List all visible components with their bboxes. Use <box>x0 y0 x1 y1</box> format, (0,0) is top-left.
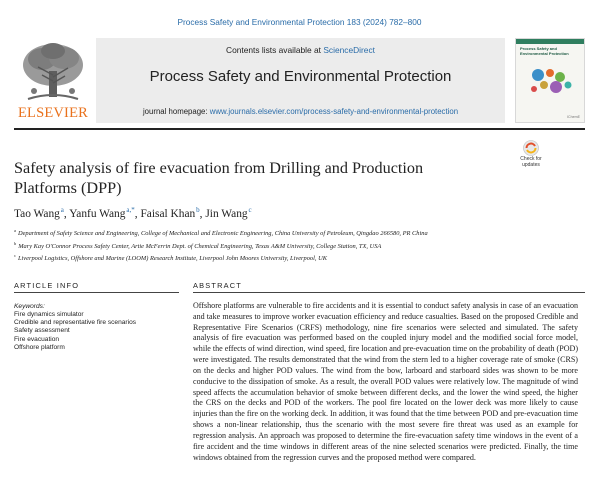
keyword-item: Fire dynamics simulator <box>14 311 84 318</box>
keyword-item: Safety assessment <box>14 327 70 335</box>
keyword-item: Fire evacuation <box>14 335 60 343</box>
elsevier-tree-icon <box>18 41 88 103</box>
article-title: Safety analysis of fire evacuation from Drilling and Production Platforms (DPP) <box>14 159 424 197</box>
journal-title-box <box>96 38 505 123</box>
article-info-heading: ARTICLE INFO <box>14 281 80 290</box>
check-label-line2: updates <box>522 162 540 168</box>
cover-art-icon <box>524 63 578 97</box>
author-name[interactable]: Faisal Khan <box>140 207 196 220</box>
keywords-list <box>14 311 179 352</box>
keyword-item: Offshore platform <box>14 343 65 351</box>
keywords-heading: Keywords: <box>14 303 45 310</box>
abstract-rule <box>193 292 585 293</box>
affiliation-key: a <box>14 228 16 233</box>
affiliation-item <box>14 239 584 252</box>
check-label-line1: Check for <box>520 156 542 162</box>
affiliation-key: b <box>14 240 17 246</box>
author-affiliation-mark[interactable]: a,* <box>126 206 135 214</box>
cover-band <box>516 39 584 44</box>
cover-title: Process Safety and Environmental Protection <box>520 46 569 56</box>
author-name[interactable]: Tao Wang <box>14 207 60 220</box>
affiliation-text: Department of Safety Science and Engineering, College of Mechanical and Electronic Engineering, China University of Petroleum, Qingdao 266580, PR China <box>17 230 428 238</box>
elsevier-logo[interactable] <box>14 38 92 123</box>
journal-masthead <box>14 38 585 123</box>
author-affiliation-mark[interactable]: c <box>248 206 252 214</box>
masthead-rule <box>14 128 585 130</box>
check-for-updates-icon <box>515 140 547 156</box>
author-name[interactable]: Jin Wang <box>205 207 248 220</box>
affiliation-item <box>14 226 584 239</box>
journal-name: Process Safety and Environmental Protection <box>149 68 452 85</box>
abstract-text: Offshore platforms are vulnerable to fire accidents and it is essential to conduct safety analysis in case of an evacuation and take measures to improve worker evacuation efficiency and reduce casualties. Based on the proposed Credible and Representative Fire Scenarios (CRFS) methodology, nine fire scenarios were selected and simulated. The safety analysis of fire evacuation was performed based on the coupled injury model and the modified social force model, while the effects of wind direction, wind speed, fire location and pre-evacuation time on the probability of death (POD) were investigated. The results demonstrated that the wind from the stern led to a higher coverage rate of smoke (CRS) on the decks and higher POD values. The wind from the bow, larboard and starboard sides was shown to be more conducive to the dissipation of smoke. As a result, the overall POD values were relatively low. The magnitude of wind speed affects the accumulation behavior of smoke between different decks, and the lower the wind speed, the higher the CRS on the decks and POD of the workers. The pool fire located on the lower deck was more likely to cause injuries than the fire on the working deck. In addition, it was found that the time between POD and pre-evacuation time shows a non-linear relationship, thus the scenario with the most severe fire threat was used as an example for regression analysis. An approach was proposed to determine the fire-evacuation safety time windows in the event of a fire accident and the time windows in different areas of the nine selected scenarios were predicted. Finally, the time windows obtained from the regression curves and the proposed method were compared. <box>193 301 578 462</box>
abstract-heading: ABSTRACT <box>193 281 243 290</box>
affiliation-list <box>14 226 584 264</box>
author-name[interactable]: Yanfu Wang <box>69 207 126 220</box>
affiliation-text: Mary Kay O'Connor Process Safety Center, Artie McFerrin Dept. of Chemical Engineering, Texas A&M University, College Station, TX, USA <box>18 242 382 250</box>
contents-line <box>96 45 505 55</box>
author-affiliation-mark[interactable]: a <box>60 206 64 214</box>
journal-homepage-link[interactable]: www.journals.elsevier.com/process-safety-and-environmental-protection <box>209 107 459 116</box>
article-info-rule <box>14 292 179 293</box>
cover-footer: IChemE <box>567 115 580 119</box>
affiliation-key: c <box>14 253 16 259</box>
journal-cover-thumbnail[interactable] <box>515 38 585 123</box>
affiliation-item <box>14 251 584 264</box>
elsevier-wordmark: ELSEVIER <box>17 105 89 121</box>
sciencedirect-link[interactable]: ScienceDirect <box>323 45 375 55</box>
check-for-updates-label <box>515 156 547 168</box>
author-affiliation-mark[interactable]: b <box>196 206 200 214</box>
affiliation-text: Liverpool Logistics, Offshore and Marine (LOOM) Research Institute, Liverpool John Moores University, Liverpool, UK <box>17 255 327 263</box>
keyword-item: Credible and representative fire scenarios <box>14 319 137 327</box>
contents-prefix: Contents lists available at <box>226 45 324 55</box>
check-for-updates-button[interactable] <box>515 140 547 174</box>
homepage-line <box>96 107 505 116</box>
author-list: Tao Wang $^a$, Yanfu Wang $^{a,*}$, Faisal Khan $^b$, Jin Wang $^c$ <box>14 206 252 220</box>
journal-citation[interactable]: Process Safety and Environmental Protection 183 (2024) 782–800 <box>177 17 422 27</box>
homepage-prefix: journal homepage: <box>142 107 210 116</box>
